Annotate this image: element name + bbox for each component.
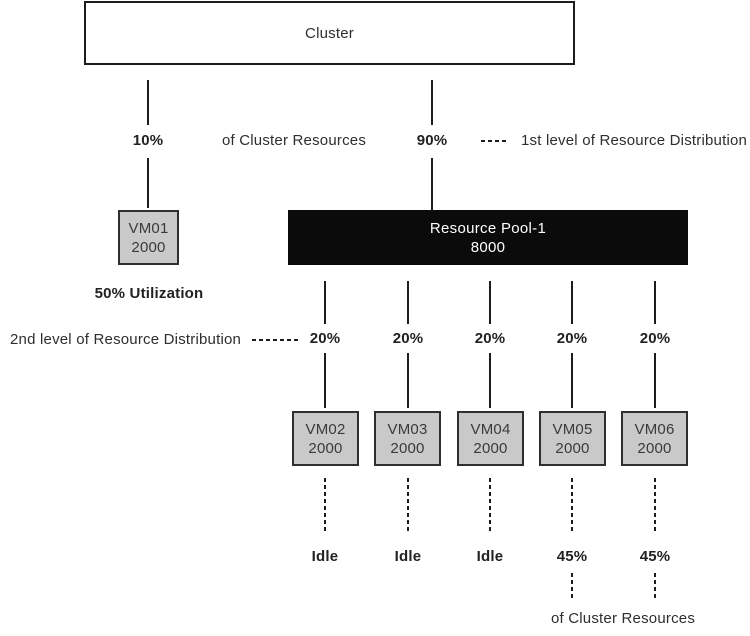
connector-pool-vm02-lower bbox=[324, 353, 326, 408]
cluster-box bbox=[84, 1, 575, 65]
vm06-footer-connector bbox=[654, 573, 656, 600]
vm-status-label: Idle bbox=[311, 548, 339, 565]
vm-name: VM04 bbox=[470, 420, 511, 438]
vm03-status-connector bbox=[407, 478, 409, 533]
resource-pool-name: Resource Pool-1 bbox=[429, 219, 547, 237]
vm-name: VM05 bbox=[552, 420, 593, 438]
vm-name: VM03 bbox=[387, 420, 428, 438]
connector-cluster-pool-upper bbox=[431, 80, 433, 125]
vm-status-label: 45% bbox=[556, 548, 588, 565]
connector-pool-vm06-upper bbox=[654, 281, 656, 324]
share-20pct-label: 20% bbox=[309, 330, 341, 347]
connector-pool-vm05-upper bbox=[571, 281, 573, 324]
resource-pool-value: 8000 bbox=[470, 238, 506, 256]
vm-status-label: 45% bbox=[639, 548, 671, 565]
vm-value: 2000 bbox=[555, 439, 590, 457]
vm-value: 2000 bbox=[308, 439, 343, 457]
connector-pool-vm04-upper bbox=[489, 281, 491, 324]
vm-value: 2000 bbox=[390, 439, 425, 457]
vm-status-label: Idle bbox=[394, 548, 422, 565]
cluster-label: Cluster bbox=[305, 24, 354, 42]
vm-box bbox=[374, 411, 441, 466]
vm02-status-connector bbox=[324, 478, 326, 533]
connector-pool-vm05-lower bbox=[571, 353, 573, 408]
share-20pct-label: 20% bbox=[556, 330, 588, 347]
vm-value: 2000 bbox=[637, 439, 672, 457]
connector-cluster-vm01-lower bbox=[147, 158, 149, 208]
resource-pool-box bbox=[288, 210, 688, 265]
vm01-name: VM01 bbox=[128, 219, 169, 237]
vm01-utilization-label: 50% Utilization bbox=[94, 285, 204, 302]
connector-pool-vm03-lower bbox=[407, 353, 409, 408]
connector-cluster-pool-lower bbox=[431, 158, 433, 210]
connector-pool-vm02-upper bbox=[324, 281, 326, 324]
share-10pct-label: 10% bbox=[132, 132, 164, 149]
vm01-box bbox=[118, 210, 179, 265]
vm-name: VM06 bbox=[634, 420, 675, 438]
connector-pool-vm03-upper bbox=[407, 281, 409, 324]
vm04-status-connector bbox=[489, 478, 491, 533]
vm-box bbox=[621, 411, 688, 466]
vm05-footer-connector bbox=[571, 573, 573, 600]
level1-legend-label: 1st level of Resource Distribution bbox=[521, 132, 748, 149]
vm-status-label: Idle bbox=[476, 548, 504, 565]
vm-box bbox=[539, 411, 606, 466]
share-20pct-label: 20% bbox=[392, 330, 424, 347]
vm-box bbox=[457, 411, 524, 466]
vm05-status-connector bbox=[571, 478, 573, 533]
connector-pool-vm06-lower bbox=[654, 353, 656, 408]
connector-cluster-vm01-upper bbox=[147, 80, 149, 125]
share-90pct-label: 90% bbox=[416, 132, 448, 149]
legend-dash-level1 bbox=[481, 140, 507, 142]
legend-dash-level2 bbox=[252, 339, 300, 341]
vm01-value: 2000 bbox=[131, 238, 166, 256]
share-20pct-label: 20% bbox=[474, 330, 506, 347]
vm-box bbox=[292, 411, 359, 466]
share-20pct-label: 20% bbox=[639, 330, 671, 347]
level2-legend-label: 2nd level of Resource Distribution bbox=[10, 331, 242, 348]
vm06-status-connector bbox=[654, 478, 656, 533]
vm-value: 2000 bbox=[473, 439, 508, 457]
vm-name: VM02 bbox=[305, 420, 346, 438]
connector-pool-vm04-lower bbox=[489, 353, 491, 408]
of-cluster-resources-top-label: of Cluster Resources bbox=[221, 132, 367, 149]
of-cluster-resources-bottom-label: of Cluster Resources bbox=[550, 610, 696, 627]
